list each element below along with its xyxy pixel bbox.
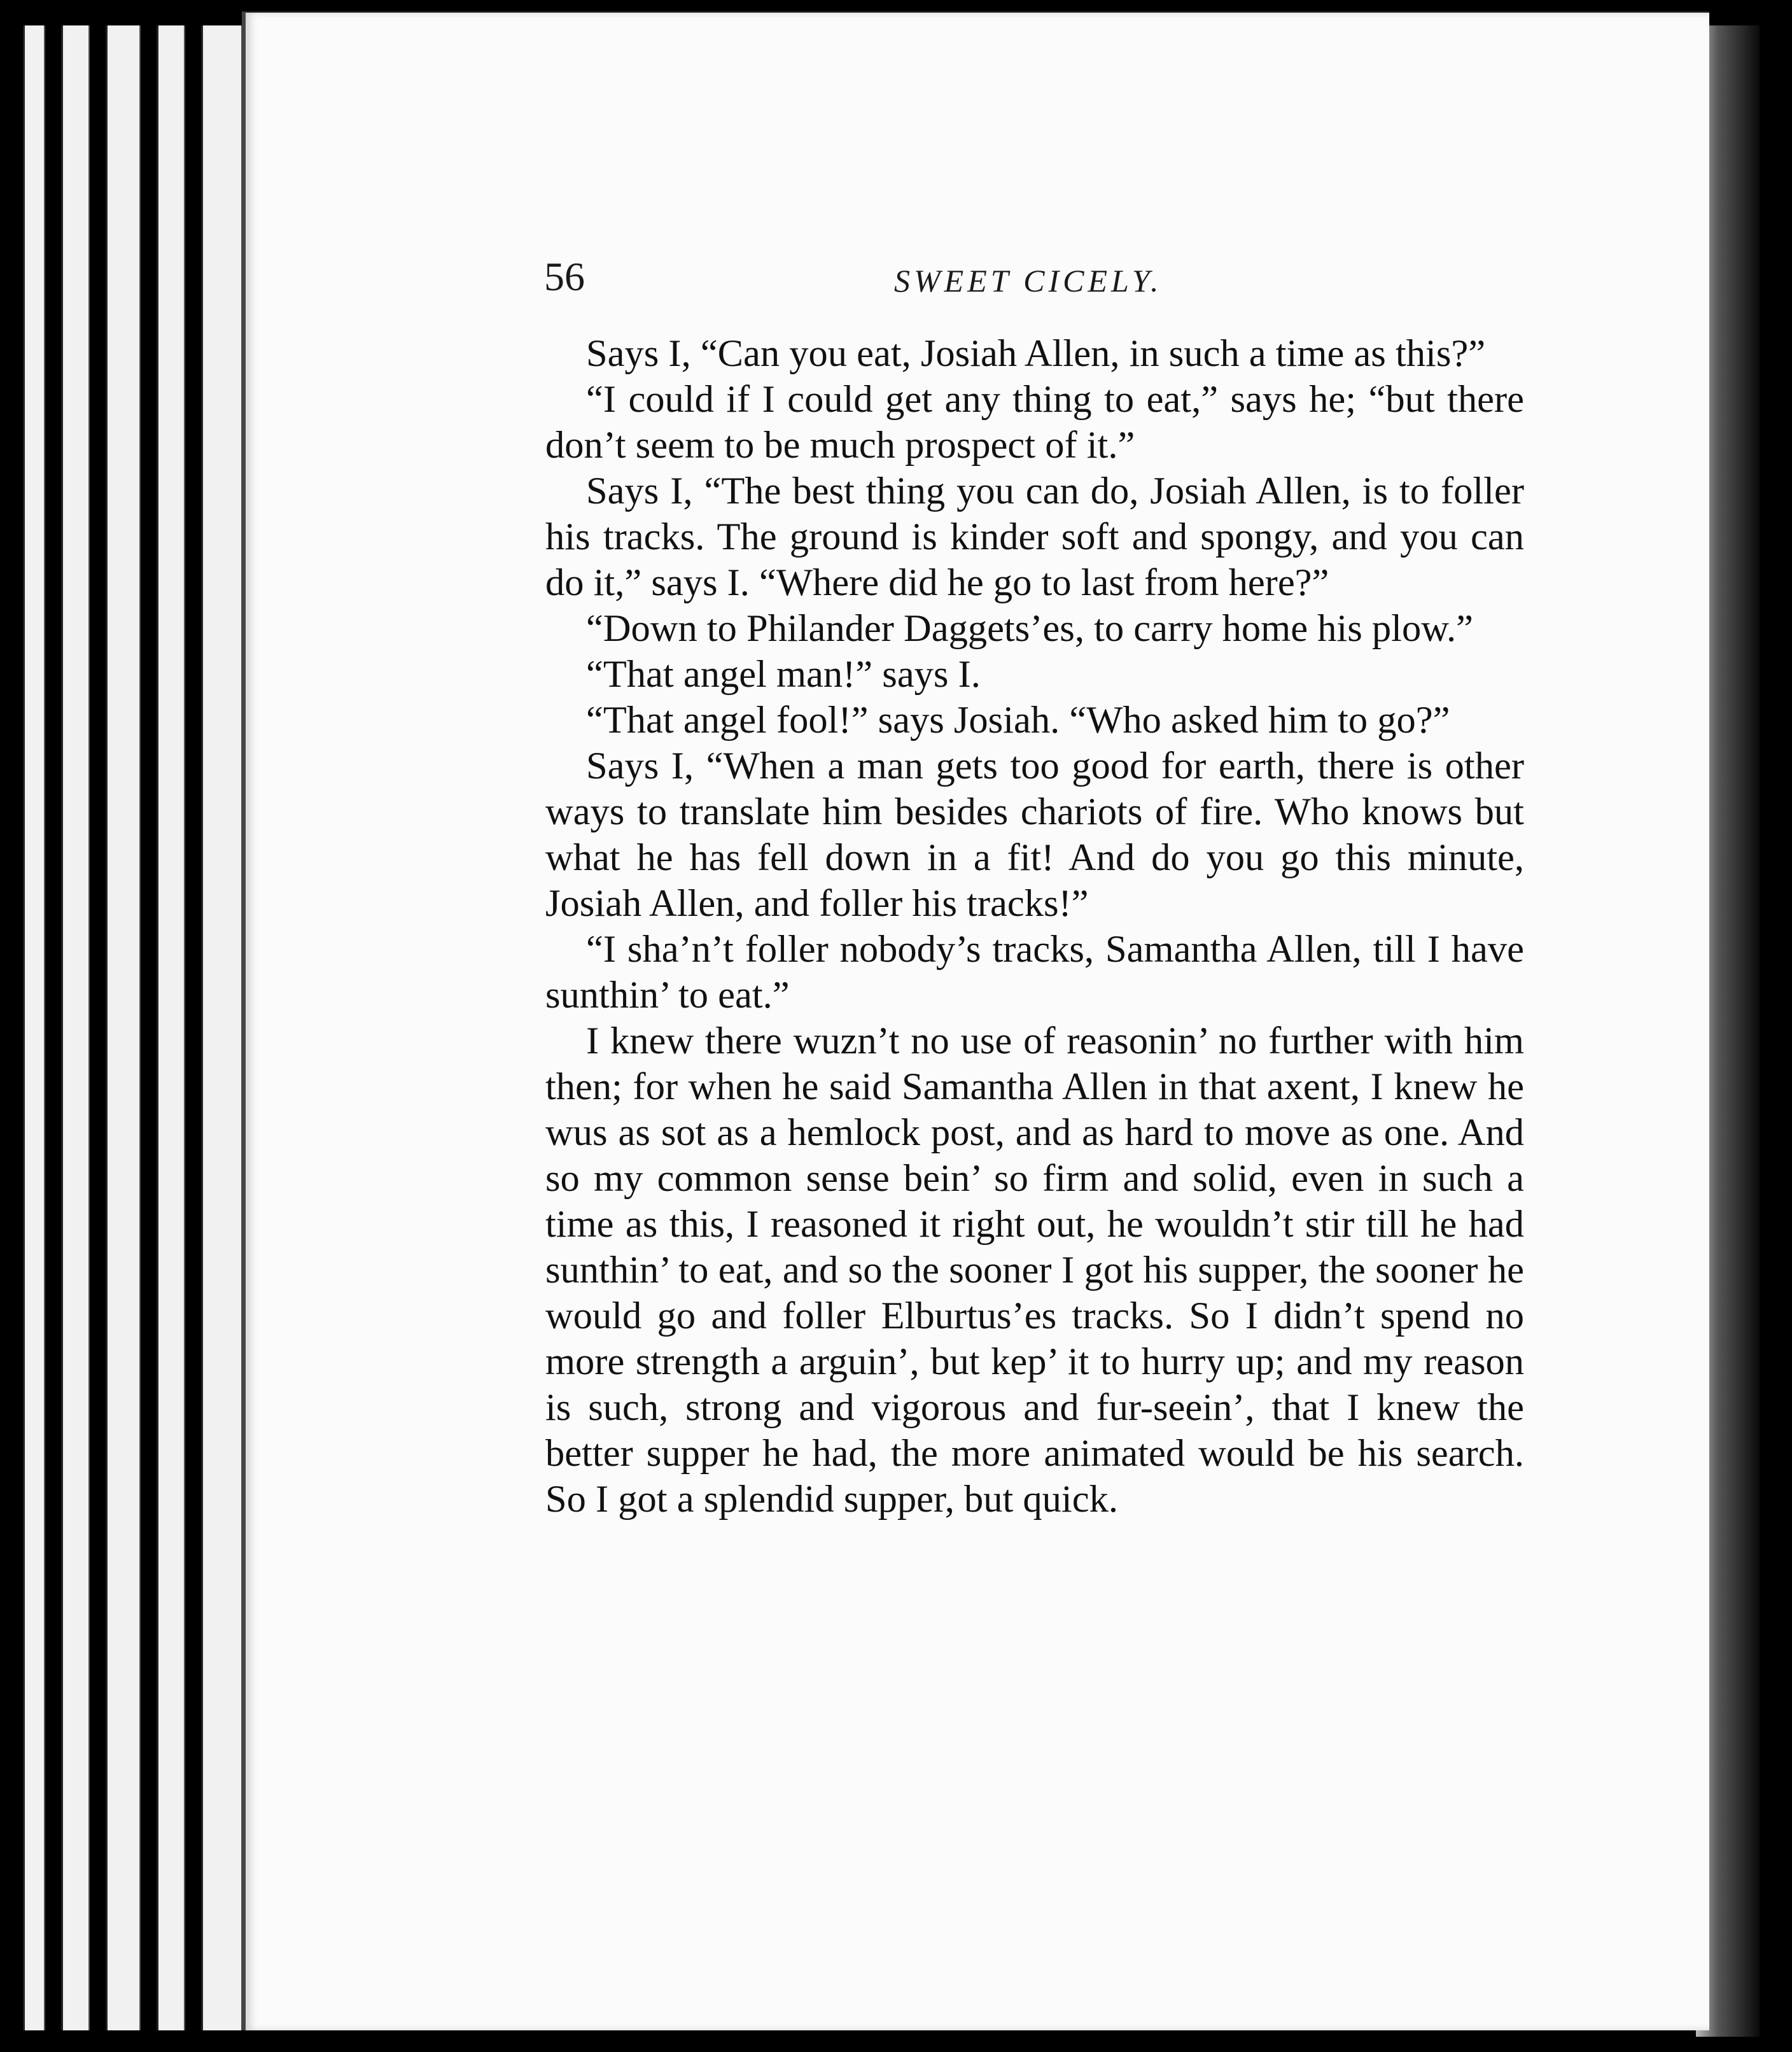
paragraph: “I could if I could get any thing to eat,” says he; “but there don’t seem to be much prospect of it.” [545, 378, 1524, 467]
paragraph: “That angel fool!” says Josiah. “Who asked him to go?” [586, 699, 1450, 741]
paragraph: “Down to Philander Daggets’es, to carry home his plow.” [586, 607, 1473, 650]
paragraph: Says I, “When a man gets too good for earth, there is other ways to translate him besides chariots of fire. Who knows but what he has fell down in a fit! And do you go this minute, Josiah Allen, and foller his tracks!” [545, 745, 1524, 925]
paragraph: “That angel man!” says I. [586, 653, 981, 696]
page-header [544, 253, 1180, 311]
page-edges [23, 25, 265, 2030]
paragraph: “I sha’n’t foller nobody’s tracks, Samantha Allen, till I have sunthin’ to eat.” [545, 928, 1524, 1016]
page-number: 56 [544, 254, 585, 299]
paragraph: Says I, “The best thing you can do, Josiah Allen, is to foller his tracks. The ground is kinder soft and spongy, and you can do it,” says I. “Where did he go to last from here?” [545, 470, 1524, 604]
paragraph: Says I, “Can you eat, Josiah Allen, in such a time as this?” [586, 332, 1486, 375]
body-text [545, 331, 1524, 1522]
paragraph: I knew there wuzn’t no use of reasonin’ no further with him then; for when he said Samantha Allen in that axent, I knew he wus as sot as a hemlock post, and as hard to move as one. And so my common sense bein’ so firm and solid, even in such a time as this, I reasoned it right out, he wouldn’t stir till he had sunthin’ to eat, and so the sooner I got his supper, the sooner he would go and foller Elburtus’es tracks. So I didn’t spend no more strength a arguin’, but kep’ it to hurry up; and my reason is such, strong and vigorous and fur-seein’, that I knew the better supper he had, the more animated would be his search. So I got a splendid supper, but quick. [545, 1020, 1524, 1521]
running-head: SWEET CICELY. [894, 263, 1163, 299]
